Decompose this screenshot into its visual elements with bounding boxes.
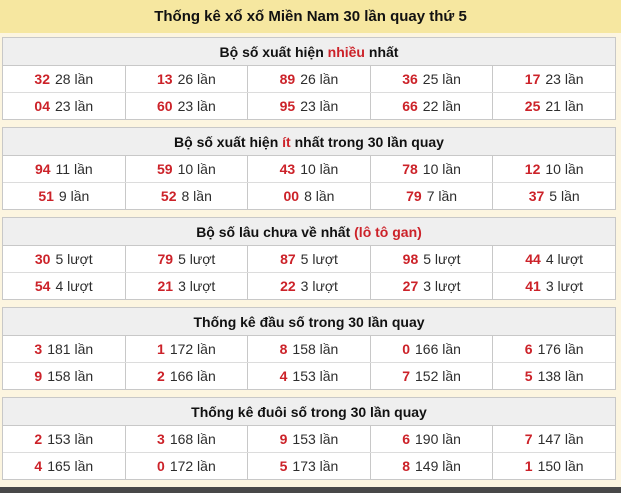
stat-cell	[125, 183, 248, 209]
stat-count: 10 lần	[422, 161, 461, 177]
stat-row	[3, 92, 615, 119]
stats-sections	[0, 37, 621, 480]
stat-count: 5 lần	[549, 188, 580, 204]
page-title: Thống kê xổ xố Miền Nam 30 lần quay thứ 5	[0, 0, 621, 33]
stat-number: 2	[157, 368, 165, 384]
section-header-text: Bộ số lâu chưa về nhất	[196, 223, 355, 240]
stat-count: 8 lần	[181, 188, 212, 204]
stat-number: 36	[402, 71, 418, 87]
stat-count: 166 lần	[169, 368, 216, 384]
stat-number: 30	[34, 251, 51, 267]
stat-count: 10 lần	[300, 161, 339, 177]
stat-count: 10 lần	[545, 161, 584, 177]
stat-number: 5	[524, 368, 533, 384]
stat-number: 79	[406, 188, 422, 204]
stat-count: 190 lần	[415, 431, 461, 447]
stat-count: 21 lần	[545, 98, 584, 114]
stat-number: 9	[34, 368, 43, 384]
stat-cell	[370, 426, 493, 452]
stat-count: 4 lượt	[545, 251, 584, 267]
stat-number: 04	[34, 98, 50, 114]
stat-count: 4 lượt	[55, 278, 93, 294]
section-header-highlight: ít	[282, 133, 291, 150]
stat-number: 2	[34, 431, 43, 447]
stat-cell	[125, 426, 248, 452]
stat-number: 7	[402, 368, 410, 384]
stat-count: 150 lần	[537, 458, 584, 474]
stat-count: 181 lần	[47, 341, 94, 357]
section-header	[3, 398, 615, 426]
stat-count: 23 lần	[545, 71, 584, 87]
stat-count: 3 lượt	[423, 278, 461, 294]
section-header-text: Thống kê đầu số trong 30 lần quay	[193, 313, 425, 330]
stat-count: 172 lần	[169, 458, 216, 474]
stat-number: 52	[160, 188, 177, 204]
stat-number: 4	[279, 368, 288, 384]
stat-number: 54	[34, 278, 51, 294]
stat-count: 11 lần	[55, 161, 93, 177]
stat-count: 3 lượt	[545, 278, 584, 294]
stat-cell	[370, 363, 493, 389]
stat-row	[3, 272, 615, 299]
section-header-text: Thống kê đuôi số trong 30 lần quay	[191, 403, 427, 420]
stat-cell	[492, 336, 615, 362]
stat-cell	[125, 336, 248, 362]
stat-cell	[492, 273, 615, 299]
stat-number: 17	[524, 71, 541, 87]
stat-count: 5 lượt	[178, 251, 216, 267]
stat-cell	[247, 453, 370, 479]
stat-cell	[370, 246, 493, 272]
stat-row	[3, 182, 615, 209]
stat-number: 1	[524, 458, 533, 474]
stat-count: 152 lần	[415, 368, 461, 384]
stat-cell	[370, 93, 493, 119]
stat-count: 138 lần	[537, 368, 584, 384]
section-header-text: Bộ số xuất hiện	[174, 133, 283, 150]
stat-number: 66	[402, 98, 418, 114]
stat-number: 44	[525, 251, 541, 267]
stat-cell	[492, 156, 615, 182]
stat-cell	[3, 66, 125, 92]
stat-count: 147 lần	[537, 431, 584, 447]
stat-count: 168 lần	[169, 431, 216, 447]
stat-cell	[247, 183, 370, 209]
stat-number: 60	[157, 98, 173, 114]
stat-number: 0	[402, 341, 410, 357]
stat-cell	[125, 156, 248, 182]
stat-count: 25 lần	[422, 71, 461, 87]
stat-number: 3	[34, 341, 43, 357]
stat-number: 43	[279, 161, 296, 177]
stat-number: 5	[279, 458, 288, 474]
stat-number: 94	[34, 161, 51, 177]
stat-row	[3, 336, 615, 362]
stat-cell	[125, 273, 248, 299]
stat-count: 153 lần	[47, 431, 94, 447]
stat-cell	[3, 183, 125, 209]
stat-cell	[370, 66, 493, 92]
stat-cell	[247, 273, 370, 299]
stat-count: 166 lần	[415, 341, 461, 357]
stat-number: 1	[157, 341, 165, 357]
stat-number: 79	[157, 251, 174, 267]
stat-cell	[247, 426, 370, 452]
stat-cell	[247, 66, 370, 92]
stat-count: 5 lượt	[55, 251, 93, 267]
stat-count: 176 lần	[537, 341, 584, 357]
stat-cell	[247, 363, 370, 389]
stat-count: 7 lần	[426, 188, 458, 204]
stat-count: 23 lần	[55, 98, 94, 114]
next-table-top-edge	[0, 487, 621, 493]
section-header	[3, 38, 615, 66]
stat-number: 32	[34, 71, 50, 87]
stat-number: 8	[402, 458, 410, 474]
stat-number: 21	[157, 278, 174, 294]
stat-number: 4	[34, 458, 43, 474]
stat-count: 173 lần	[292, 458, 339, 474]
stat-cell	[492, 363, 615, 389]
stat-row	[3, 452, 615, 479]
stat-cell	[492, 183, 615, 209]
stat-number: 89	[279, 71, 296, 87]
stat-number: 22	[280, 278, 296, 294]
stat-count: 26 lần	[300, 71, 339, 87]
stat-cell	[370, 453, 493, 479]
section-header	[3, 308, 615, 336]
stat-cell	[247, 246, 370, 272]
stat-cell	[3, 93, 125, 119]
stat-count: 165 lần	[47, 458, 94, 474]
stat-number: 9	[279, 431, 288, 447]
stat-cell	[370, 336, 493, 362]
stat-count: 22 lần	[422, 98, 461, 114]
stat-number: 00	[283, 188, 300, 204]
stat-cell	[370, 156, 493, 182]
stat-number: 8	[279, 341, 288, 357]
stat-cell	[492, 426, 615, 452]
stat-row	[3, 66, 615, 92]
stat-count: 172 lần	[169, 341, 216, 357]
stat-number: 3	[157, 431, 165, 447]
stat-count: 10 lần	[177, 161, 216, 177]
section-longest-absent	[2, 217, 616, 300]
section-tail-digits	[2, 397, 616, 480]
stat-cell	[492, 453, 615, 479]
stat-number: 41	[525, 278, 541, 294]
section-head-digits	[2, 307, 616, 390]
stat-count: 149 lần	[415, 458, 461, 474]
stat-cell	[492, 246, 615, 272]
stat-cell	[3, 156, 125, 182]
stat-count: 153 lần	[292, 431, 339, 447]
stat-count: 3 lượt	[300, 278, 338, 294]
stat-cell	[3, 273, 125, 299]
stat-cell	[247, 93, 370, 119]
section-header-highlight: nhiều	[327, 43, 365, 60]
stat-cell	[247, 156, 370, 182]
stat-count: 28 lần	[55, 71, 94, 87]
stat-number: 6	[402, 431, 410, 447]
stat-cell	[247, 336, 370, 362]
stat-cell	[3, 246, 125, 272]
stat-cell	[3, 426, 125, 452]
stat-number: 7	[524, 431, 533, 447]
stat-number: 98	[402, 251, 419, 267]
section-header-highlight: (lô tô gan)	[354, 223, 422, 240]
section-least-frequent	[2, 127, 616, 210]
stat-number: 95	[279, 98, 296, 114]
stat-cell	[125, 453, 248, 479]
stat-cell	[3, 453, 125, 479]
stat-number: 6	[524, 341, 533, 357]
stat-number: 51	[38, 188, 54, 204]
stat-count: 23 lần	[300, 98, 339, 114]
stat-cell	[370, 273, 493, 299]
stat-row	[3, 246, 615, 272]
stat-cell	[125, 246, 248, 272]
stat-number: 37	[528, 188, 545, 204]
stat-number: 12	[524, 161, 541, 177]
section-header-text: Bộ số xuất hiện	[219, 43, 328, 60]
stat-count: 5 lượt	[423, 251, 461, 267]
stat-row	[3, 362, 615, 389]
stat-number: 87	[280, 251, 296, 267]
stat-number: 27	[402, 278, 419, 294]
stat-count: 26 lần	[177, 71, 216, 87]
stat-number: 13	[157, 71, 173, 87]
stat-count: 158 lần	[292, 341, 339, 357]
stat-cell	[370, 183, 493, 209]
stat-count: 3 lượt	[178, 278, 216, 294]
section-most-frequent	[2, 37, 616, 120]
stat-number: 25	[524, 98, 541, 114]
section-header	[3, 128, 615, 156]
section-header	[3, 218, 615, 246]
stat-count: 8 lần	[304, 188, 335, 204]
stat-cell	[3, 363, 125, 389]
stat-cell	[125, 66, 248, 92]
section-header-text: nhất trong 30 lần quay	[290, 133, 444, 150]
stat-count: 158 lần	[47, 368, 94, 384]
stat-cell	[3, 336, 125, 362]
stat-count: 5 lượt	[300, 251, 338, 267]
stat-cell	[492, 93, 615, 119]
stat-count: 23 lần	[177, 98, 216, 114]
stat-number: 78	[402, 161, 418, 177]
stat-cell	[492, 66, 615, 92]
stat-number: 0	[157, 458, 165, 474]
stat-row	[3, 426, 615, 452]
stat-count: 153 lần	[292, 368, 339, 384]
stat-cell	[125, 93, 248, 119]
stat-row	[3, 156, 615, 182]
section-header-text: nhất	[365, 43, 399, 60]
stat-count: 9 lần	[58, 188, 90, 204]
stat-number: 59	[157, 161, 173, 177]
stat-cell	[125, 363, 248, 389]
